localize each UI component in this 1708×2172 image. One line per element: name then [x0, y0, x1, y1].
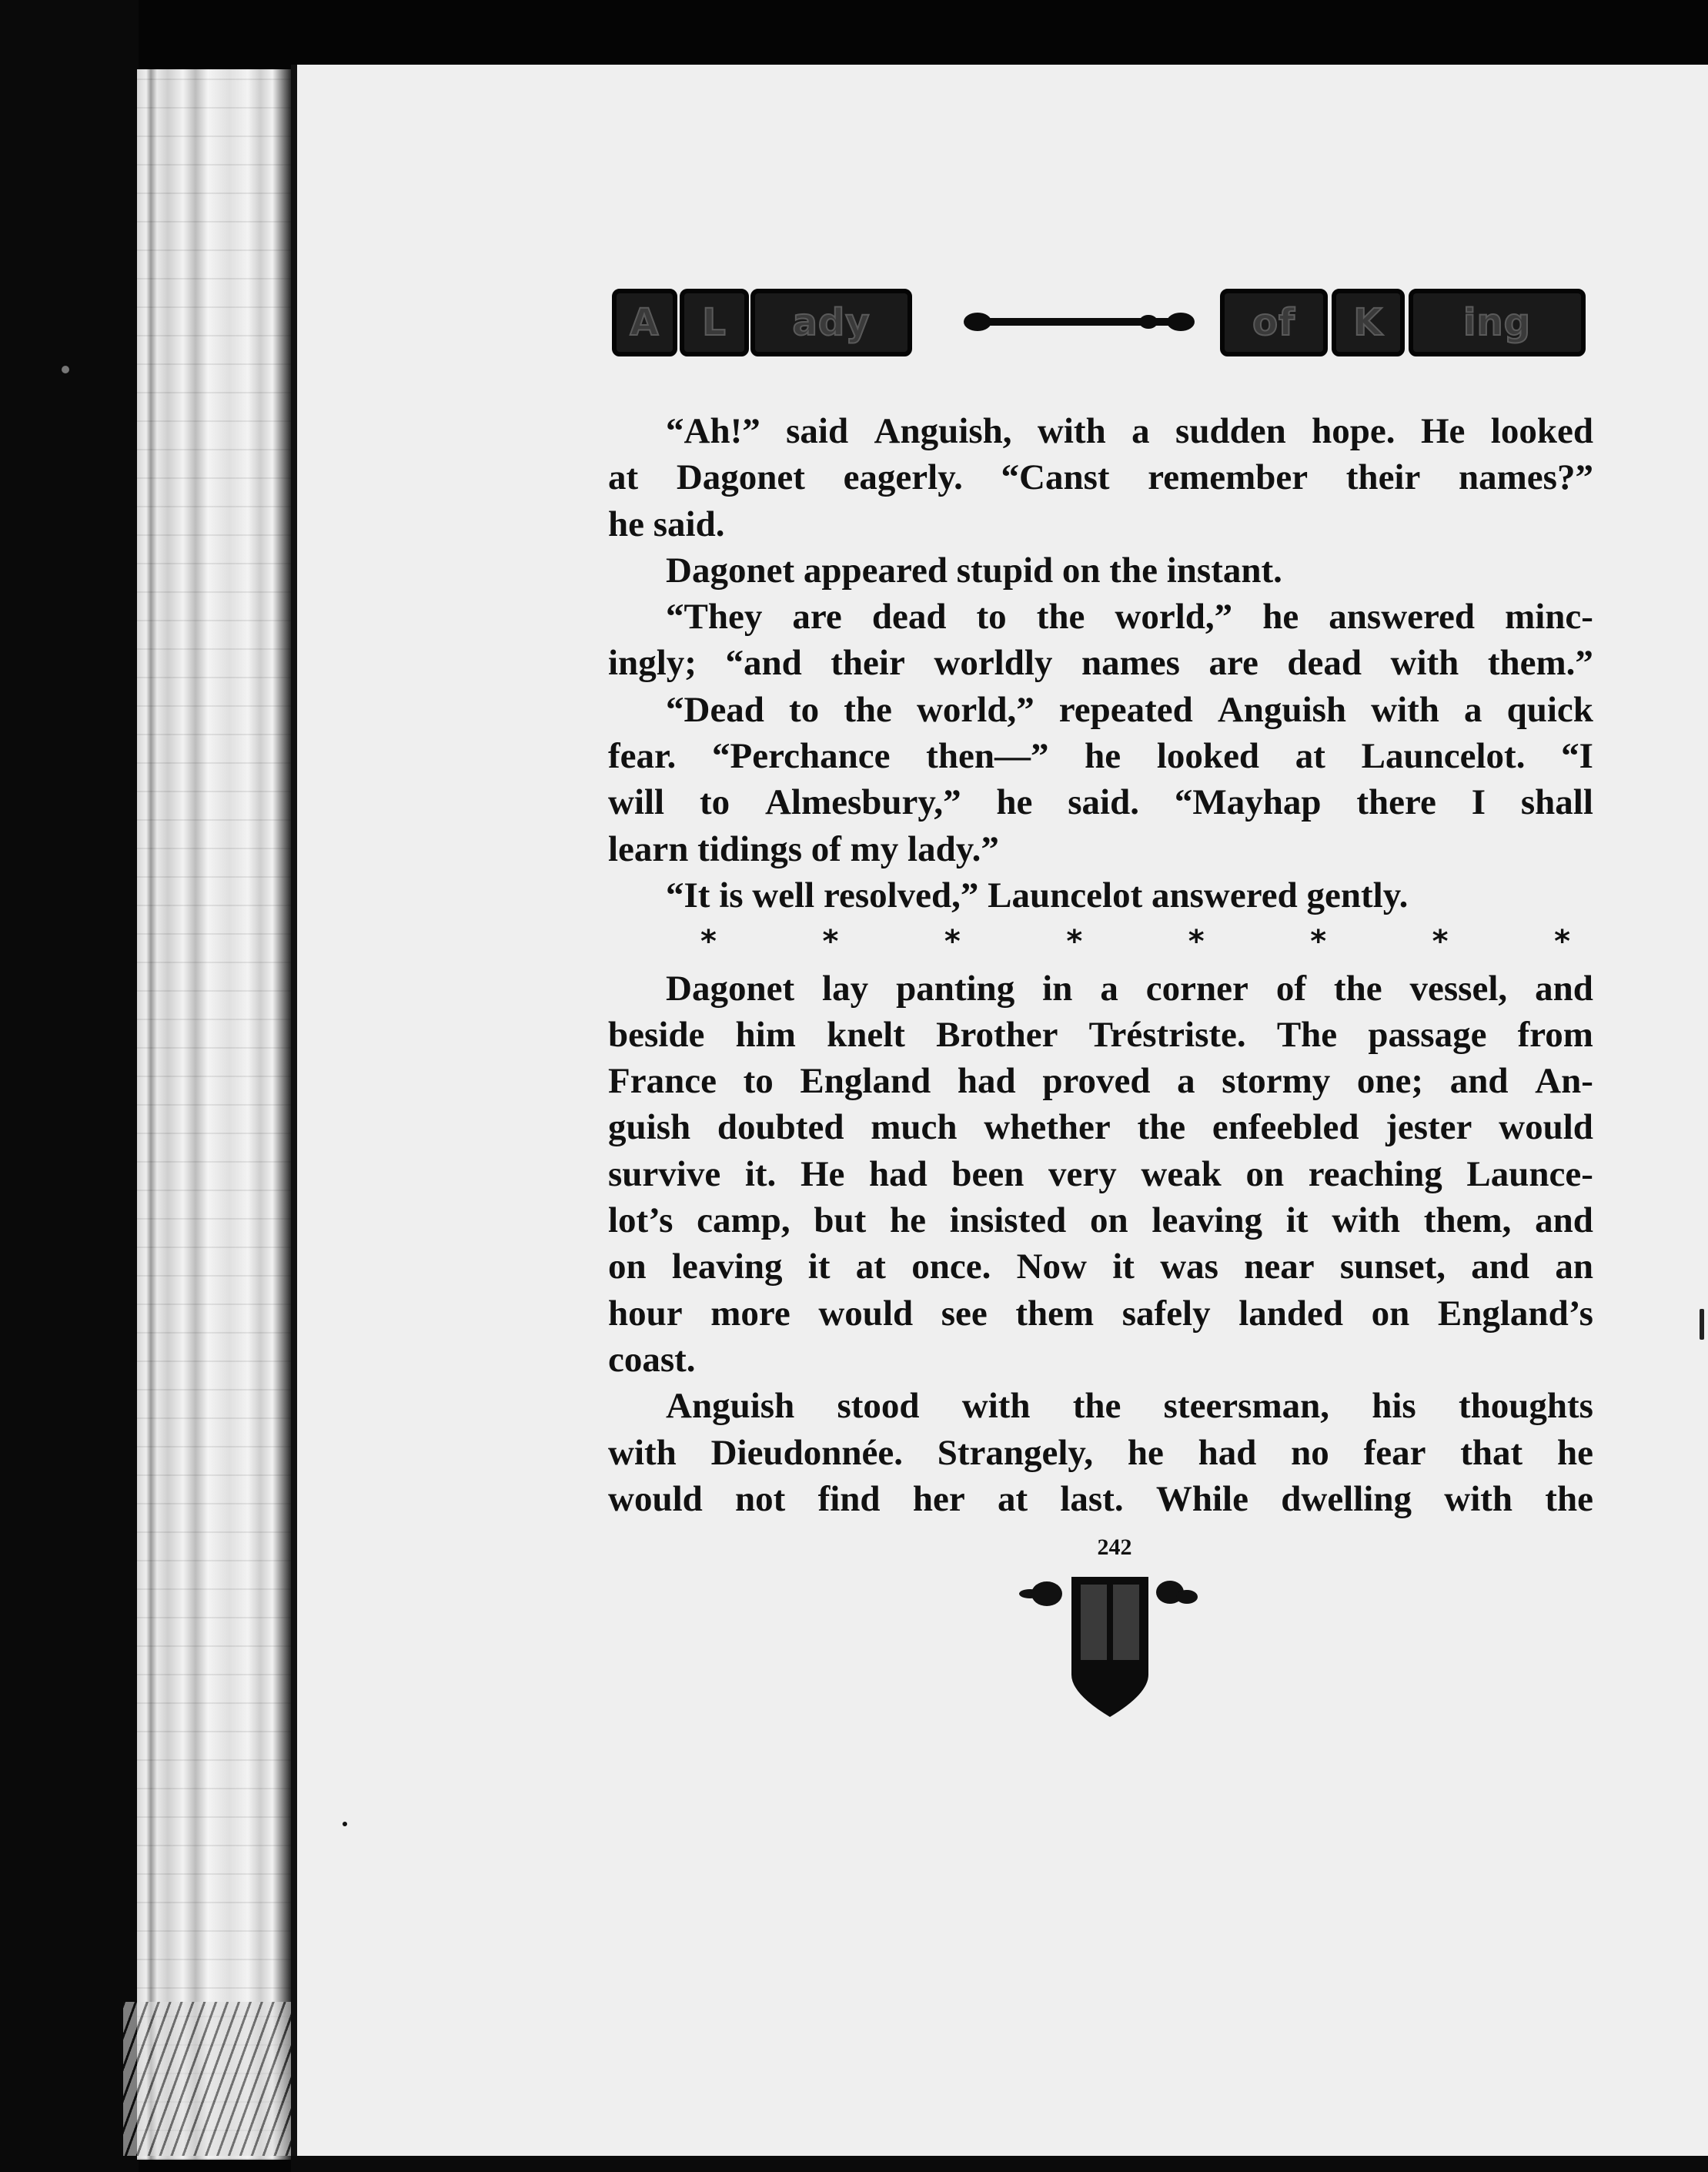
separator-asterisk: *: [1066, 924, 1083, 960]
book-spine-texture: [137, 69, 291, 2160]
text-line: hour more would see them safely landed on England’s: [608, 1293, 1593, 1334]
text-line: France to England had proved a stormy one; and An-: [608, 1061, 1593, 1102]
header-letter: A: [630, 301, 660, 344]
text-line: ingly; “and their worldly names are dead with them.”: [608, 643, 1593, 684]
text-line: on leaving it at once. Now it was near sunset, and an: [608, 1247, 1593, 1287]
shield-ornament-icon: [985, 1571, 1232, 1725]
text-line: “It is well resolved,” Launcelot answered gently.: [666, 875, 1409, 915]
separator-asterisk: *: [1432, 924, 1449, 960]
text-line: coast.: [608, 1339, 696, 1380]
paragraph-block-1: [608, 408, 1593, 919]
header-box-l: [680, 289, 749, 356]
text-line: “Dead to the world,” repeated Anguish with a quick: [666, 689, 1593, 730]
text-line: guish doubted much whether the enfeebled jester would: [608, 1107, 1593, 1148]
header-letter: ady: [792, 301, 871, 344]
text-line: lot’s camp, but he insisted on leaving it with them, and: [608, 1200, 1593, 1241]
separator-asterisk: *: [1554, 924, 1570, 960]
text-line: Dagonet lay panting in a corner of the vessel, and: [666, 968, 1593, 1009]
header-box-ing: [1409, 289, 1586, 356]
separator-asterisk: *: [1310, 924, 1327, 960]
scan-speck: [62, 366, 69, 373]
header-rule-ornament: [952, 312, 1206, 332]
text-line: beside him knelt Brother Tréstriste. The passage from: [608, 1014, 1593, 1055]
text-line: “Ah!” said Anguish, with a sudden hope. He looked: [666, 411, 1593, 451]
text-line: survive it. He had been very weak on reaching Launce-: [608, 1153, 1593, 1194]
separator-asterisk: *: [700, 924, 717, 960]
header-box-a: [612, 289, 677, 356]
separator-asterisk: *: [944, 924, 961, 960]
scan-top-edge: [0, 0, 1708, 65]
header-box-ady: [750, 289, 912, 356]
text-line: Anguish stood with the steersman, his thoughts: [666, 1386, 1593, 1427]
header-letter: of: [1252, 301, 1295, 344]
book-spine-bottom-wear: [123, 2002, 292, 2156]
text-line: “They are dead to the world,” he answered minc-: [666, 597, 1593, 638]
scan-speck: [343, 1822, 347, 1826]
text-line: learn tidings of my lady.”: [608, 828, 999, 869]
header-box-k: [1332, 289, 1405, 356]
text-line: will to Almesbury,” he said. “Mayhap there I shall: [608, 782, 1593, 823]
page-number: 242: [1097, 1534, 1132, 1560]
text-line: with Dieudonnée. Strangely, he had no fear that he: [608, 1432, 1593, 1473]
text-line: at Dagonet eagerly. “Canst remember their names?”: [608, 457, 1593, 498]
header-letter: L: [702, 301, 727, 344]
text-line: fear. “Perchance then—” he looked at Launcelot. “I: [608, 736, 1593, 777]
paragraph-block-2: [608, 966, 1593, 1523]
scan-left-margin: [0, 0, 139, 2172]
header-box-of: [1220, 289, 1328, 356]
header-letter: K: [1353, 301, 1383, 344]
header-letter: ing: [1463, 301, 1531, 344]
text-line: Dagonet appeared stupid on the instant.: [666, 550, 1282, 591]
running-header: [612, 289, 1589, 360]
body-text: [608, 408, 1593, 1522]
scan-speck: [1700, 1309, 1704, 1340]
page-bottom-edge: [291, 2156, 1708, 2172]
text-line: he said.: [608, 504, 725, 544]
separator-asterisk: *: [1188, 924, 1205, 960]
section-separator: [608, 919, 1593, 965]
separator-asterisk: *: [822, 924, 839, 960]
text-line: would not find her at last. While dwelling with the: [608, 1478, 1593, 1519]
